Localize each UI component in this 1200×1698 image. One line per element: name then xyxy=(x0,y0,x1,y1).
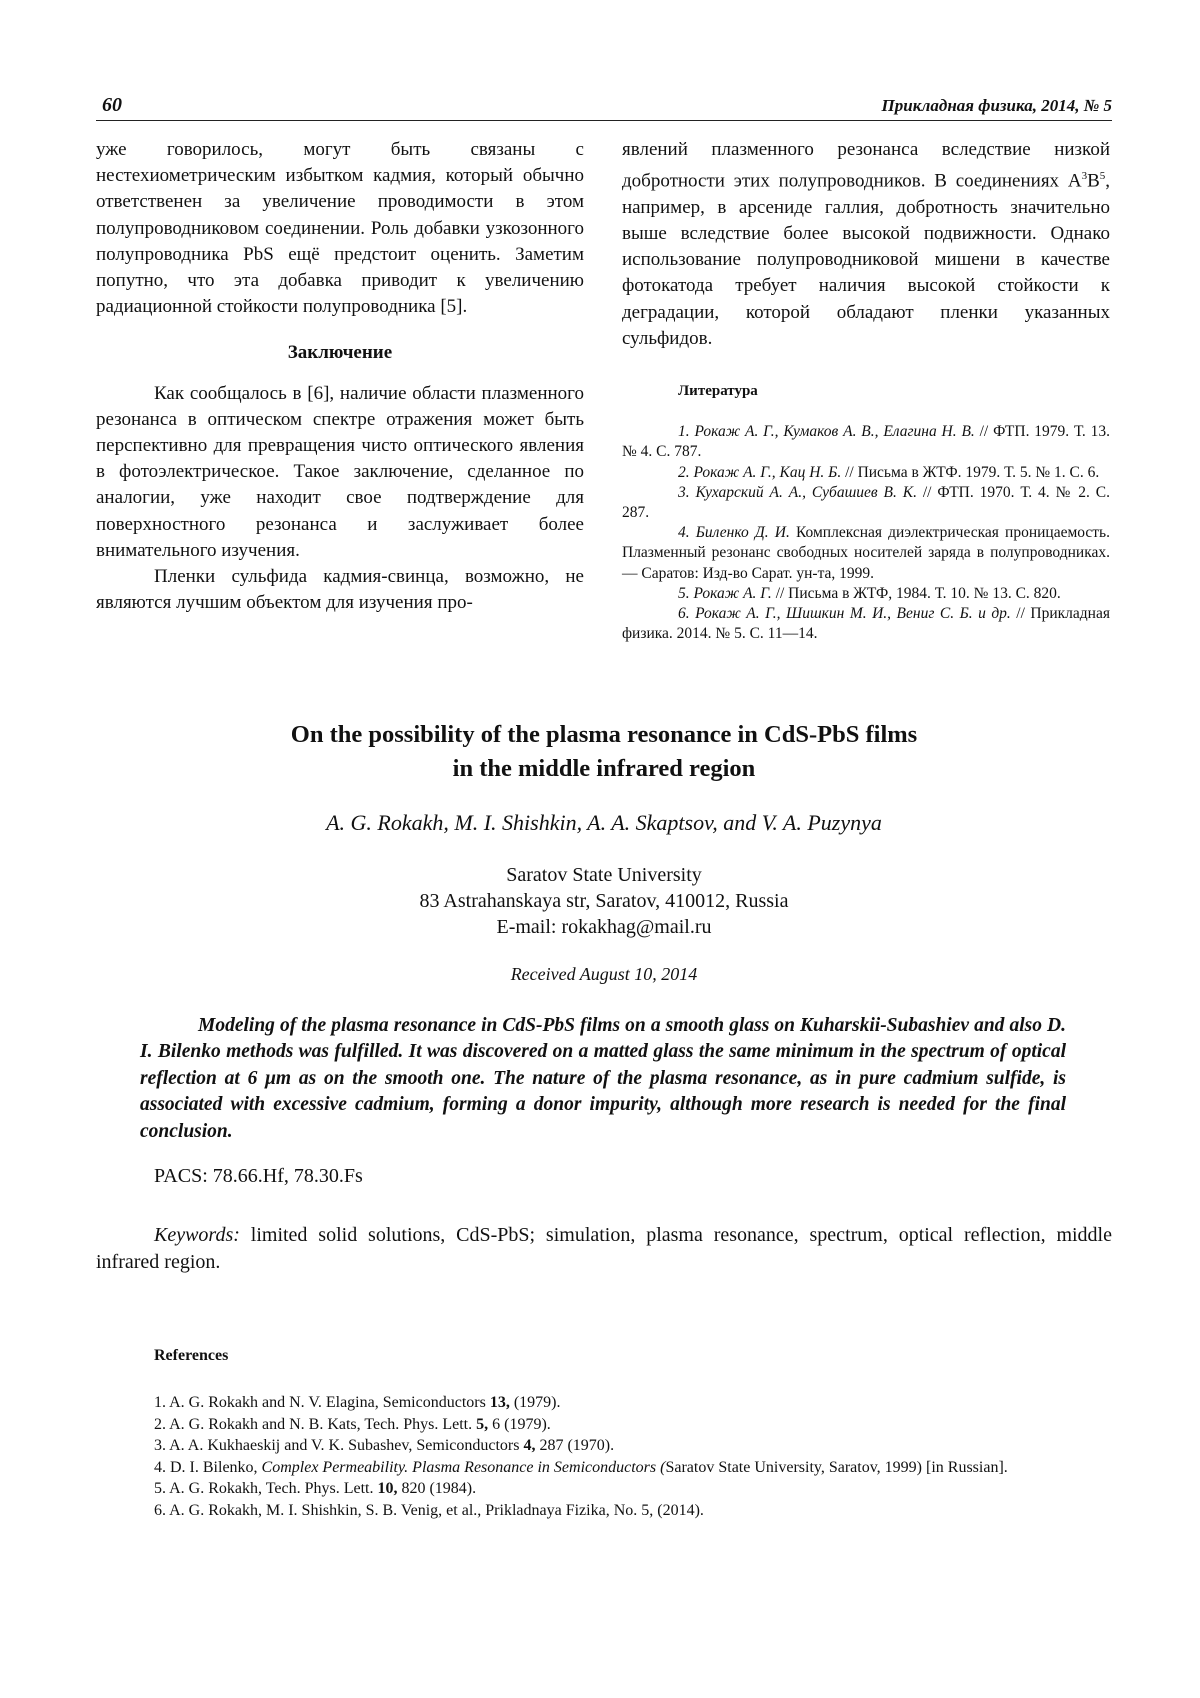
email: E-mail: rokakhag@mail.ru xyxy=(496,916,712,938)
literature-item: 1. Рокаж А. Г., Кумаков А. В., Елагина Н. В. // ФТП. 1979. Т. 13. № 4. С. 787. xyxy=(622,423,1110,461)
english-affiliation xyxy=(96,862,1112,940)
right-column xyxy=(622,137,1110,644)
english-abstract: Modeling of the plasma resonance in CdS-PbS films on a smooth glass on Kuharskii-Subashiev and also D. I. Bilenko methods was fulfilled. It was discovered on a matted glass the same minimum in the spectrum of optical reflection at 6 μm as on the smooth one. The nature of the plasma resonance, as in pure cadmium sulfide, is associated with excessive cadmium, forming a donor impurity, although more research is needed for the final conclusion. xyxy=(140,1015,1066,1142)
reference-item: 3. A. A. Kukhaeskij and V. K. Subashev, Semiconductors 4, 287 (1970). xyxy=(154,1437,615,1454)
left-column xyxy=(96,137,584,616)
literature-item: 3. Кухарский А. А., Субашиев В. К. // ФТП. 1970. Т. 4. № 2. С. 287. xyxy=(622,483,1110,521)
reference-item: 2. A. G. Rokakh and N. B. Kats, Tech. Phys. Lett. 5, 6 (1979). xyxy=(154,1415,551,1433)
reference-item: 4. D. I. Bilenko, Complex Permeability. Plasma Resonance in Semiconductors (Saratov State University, Saratov, 1999) [in Russian]. xyxy=(154,1458,1008,1476)
literature-item: 5. Рокаж А. Г. // Письма в ЖТФ, 1984. Т. 10. № 13. С. 820. xyxy=(678,584,1061,602)
left-paragraph-2: Как сообщалось в [6], наличие области плазменного резонанса в оптическом спектре отражения может быть перспективно для превращения чисто оптического явления в фотоэлектрическое. Такое заключение, сделанное по аналогии, уже находит свое подтверждение для поверхностного резонанса и заслуживает более внимательного изучения. xyxy=(96,382,584,561)
journal-name: Прикладная физика, 2014, № 5 xyxy=(881,96,1112,115)
keywords-label: Keywords: xyxy=(154,1224,240,1246)
right-paragraph-1: явлений плазменного резонанса вследствие низкой добротности этих полупроводников. В соединениях $A^3B^5$, например, в арсениде галлия, добротность значительно выше вследствие более высокой подвижности. Однако использование полупроводниковой мишени в качестве фотокатода требует наличия высокой стойкости к деградации, которой обладают пленки указанных сульфидов. xyxy=(622,139,1110,349)
literature-item: 4. Биленко Д. И. Комплексная диэлектрическая проницаемость. Плазменный резонанс свободных носителей заряда в полупроводниках. — Саратов: Изд-во Сарат. ун-та, 1999. xyxy=(622,524,1110,582)
conclusion-heading: Заключение xyxy=(287,342,393,364)
literature-item: 6. Рокаж А. Г., Шишкин М. И., Вениг С. Б. и др. // Прикладная физика. 2014. № 5. С. 11—14. xyxy=(622,604,1110,643)
reference-item: 6. A. G. Rokakh, M. I. Shishkin, S. B. Venig, et al., Prikladnaya Fizika, No. 5, (2014). xyxy=(154,1501,704,1519)
university: Saratov State University xyxy=(506,864,702,886)
literature-list xyxy=(622,422,1110,644)
literature-item: 2. Рокаж А. Г., Кац Н. Б. // Письма в ЖТФ. 1979. Т. 5. № 1. С. 6. xyxy=(678,463,1100,481)
references-list xyxy=(154,1392,1112,1521)
left-paragraph-3: Пленки сульфида кадмия-свинца, возможно, не являются лучшим объектом для изучения про- xyxy=(96,566,584,614)
keywords: Keywords: limited solid solutions, CdS-PbS; simulation, plasma resonance, spectrum, optical reflection, middle infrared region. xyxy=(96,1224,1112,1273)
left-paragraph-1: уже говорилось, могут быть связаны с нестехиометрическим избытком кадмия, который обычно ответственен за увеличение проводимости в этом полупроводниковом соединении. Роль добавки узкозонного полупроводника PbS ещё предстоит оценить. Заметим попутно, что эта добавка приводит к увеличению радиационной стойкости полупроводника [5]. xyxy=(96,139,584,318)
literature-heading: Литература xyxy=(678,382,758,399)
page-number: 60 xyxy=(102,94,122,116)
address: 83 Astrahanskaya str, Saratov, 410012, Russia xyxy=(419,890,789,912)
received-date: Received August 10, 2014 xyxy=(510,964,698,984)
references-heading: References xyxy=(154,1347,229,1364)
english-title: On the possibility of the plasma resonance in CdS-PbS films in the middle infrared region xyxy=(290,721,918,782)
reference-item: 5. A. G. Rokakh, Tech. Phys. Lett. 10, 820 (1984). xyxy=(154,1480,477,1497)
english-authors: A. G. Rokakh, M. I. Shishkin, A. A. Skaptsov, and V. A. Puzynya xyxy=(326,810,882,835)
running-header xyxy=(96,92,1112,121)
pacs-codes: PACS: 78.66.Hf, 78.30.Fs xyxy=(154,1165,363,1187)
reference-item: 1. A. G. Rokakh and N. V. Elagina, Semiconductors 13, (1979). xyxy=(154,1394,561,1411)
